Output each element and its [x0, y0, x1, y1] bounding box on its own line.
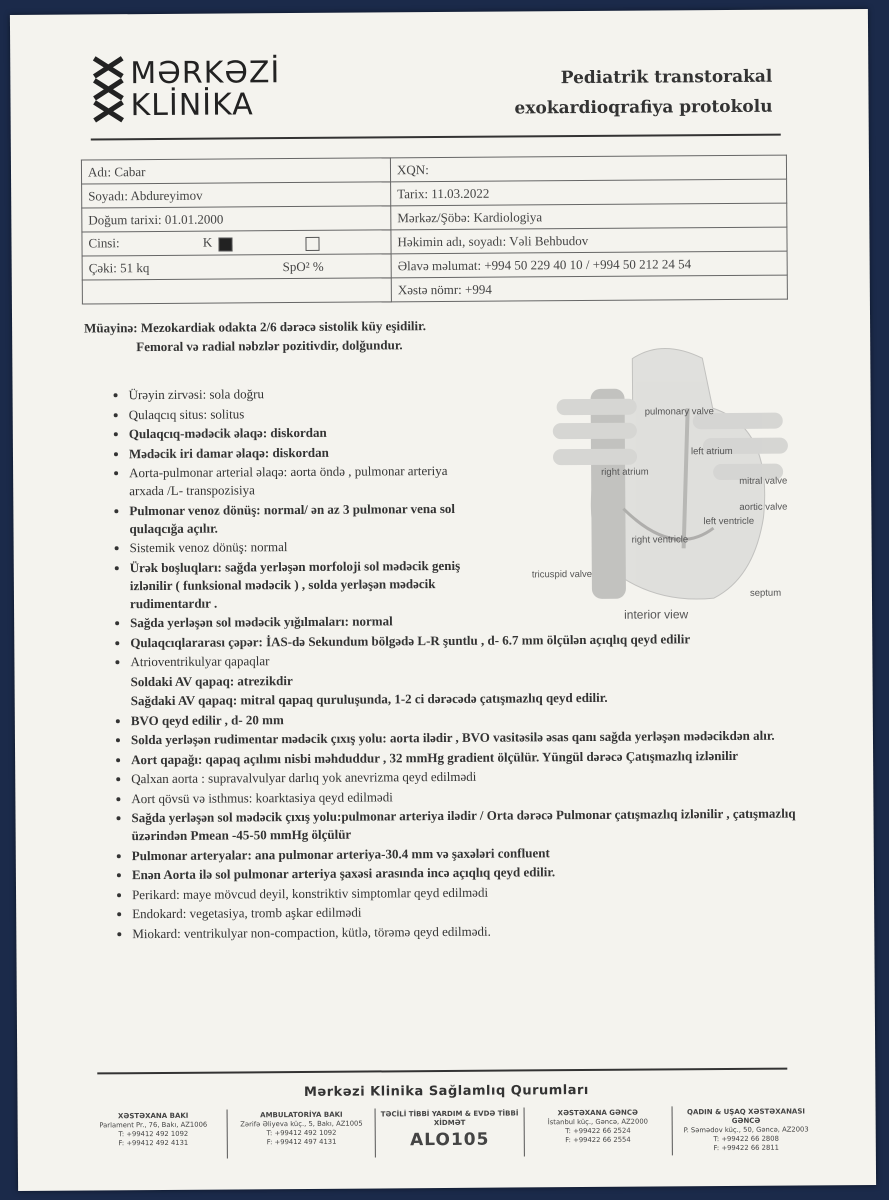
footer-phone: T: +99422 66 2524 — [565, 1126, 631, 1136]
footer-fax: F: +99422 66 2554 — [565, 1135, 631, 1145]
examination-summary — [84, 316, 426, 356]
label-left-ventricle: left ventricle — [703, 515, 755, 528]
gender-k-label: K — [202, 235, 213, 251]
label-pulmonary-valve: pulmonary valve — [644, 406, 714, 418]
header-divider — [91, 134, 781, 141]
xqn-field: XQN: — [390, 155, 786, 182]
footer-heading: AMBULATORİYA BAKI — [260, 1110, 343, 1120]
finding-item: • Perikard: maye mövcud deyil, konstriktiv simptomlar qeyd edilmədi — [132, 881, 852, 904]
label-mitral-valve: mitral valve — [739, 475, 788, 487]
logo-line-2: KLİNİKA — [130, 87, 254, 124]
gender-label: Cinsi: — [88, 235, 120, 251]
finding-item: • Sistemik venoz dönüş: normal — [130, 534, 850, 557]
footer-column — [376, 1107, 525, 1157]
finding-item: • Qalxan aorta : supravalvulyar darlıq yok anevrizma qeyd edilmədi — [131, 765, 851, 788]
finding-item: • Sağda yerləşən sol mədəcik çıxış yolu:pulmonar arteriya ilədir / Orta dərəcə Pulmonar çatışmazlıq izlənilir , çatışmazlıq üzərindən Pmean -45-50 mmHg ölçülür — [131, 804, 851, 845]
label-septum: septum — [749, 587, 782, 599]
label-right-atrium: right atrium — [601, 466, 649, 478]
footer-heading: TƏCİLİ TİBBİ YARDIM & EVDƏ TİBBİ XİDMƏT — [380, 1109, 519, 1128]
finding-item: • Qulaqcıq situs: solitus — [129, 401, 849, 424]
label-right-ventricle: right ventricle — [631, 534, 689, 546]
extra-info: Əlavə məlumat: +994 50 229 40 10 / +994 50 212 24 54 — [391, 251, 787, 278]
footer-column — [672, 1105, 820, 1155]
finding-item: Soldaki AV qapaq: atrezikdir — [130, 672, 293, 689]
footer-fax: F: +99422 66 2811 — [713, 1143, 779, 1153]
exam-line-2: Femoral və radial nəbzlər pozitivdir, dolğundur. — [136, 337, 403, 355]
label-left-atrium: left atrium — [690, 445, 733, 458]
footer-fax: F: +99412 497 4131 — [266, 1137, 337, 1147]
finding-item: • Ürək boşluqları: sağda yerləşən morfoloji sol mədəcik geniş izlənilir ( funksional mədəcik ) , solda yerləşən mədəcik rudimentardır . — [130, 556, 470, 612]
finding-item: • Aort qapağı: qapaq açılımı nisbi məhduddur , 32 mmHg gradient ölçülür. Yüngül dərəcə Çatışmazlıq izlənilir — [131, 746, 851, 769]
finding-item: • Aort qövsü və isthmus: koarktasiya qeyd edilmədi — [131, 785, 851, 808]
footer-addresses — [80, 1105, 820, 1159]
finding-item: • Qulaqcıq-mədəcik əlaqə: diskordan — [129, 420, 849, 443]
finding-item: • Atrioventrikulyar qapaqlar — [130, 648, 850, 671]
finding-item: • Sağda yerləşən sol mədəcik yığılmaları: normal — [130, 609, 850, 632]
department: Mərkəz/Şöbə: Kardiologiya — [391, 203, 787, 230]
weight-row — [82, 254, 391, 280]
patient-number: Xəstə nömr: +994 — [391, 275, 787, 302]
finding-item: • Enən Aorta ilə sol pulmonar arteriya şaxəsi arasında incə açıqlıq qeyd edilir. — [132, 861, 852, 884]
footer-title: Mərkəzi Klinika Sağlamlıq Qurumları — [303, 1082, 589, 1100]
footer-address: P. Səmədov küç., 50, Gəncə, AZ2003 — [683, 1125, 809, 1135]
weight-value: Çəki: 51 kq — [88, 259, 150, 275]
finding-item: • Endokard: vegetasiya, tromb aşkar edilmədi — [132, 900, 852, 923]
clinic-logo — [90, 53, 281, 126]
footer-fax: F: +99412 492 4131 — [118, 1138, 189, 1148]
patient-info-table — [81, 155, 788, 305]
exam-line-1: Müayinə: Mezokardiak odakta 2/6 dərəcə sistolik küy eşidilir. — [84, 318, 426, 336]
heart-diagram — [512, 317, 824, 629]
doctor-name: Həkimin adı, soyadı: Vəli Behbudov — [391, 227, 787, 254]
footer-phone: T: +99412 492 1092 — [118, 1129, 189, 1139]
footer-heading: XƏSTƏXANA BAKI — [117, 1111, 189, 1121]
footer-address: Parlament Pr., 76, Bakı, AZ1006 — [99, 1120, 208, 1130]
footer-address: İstanbul küç., Gəncə, AZ2000 — [547, 1117, 648, 1127]
finding-item: • Ürəyin zirvəsi: sola doğru — [128, 381, 848, 404]
footer-heading: XƏSTƏXANA GƏNCƏ — [557, 1108, 638, 1118]
finding-item: • BVO qeyd edilir , d- 20 mm — [131, 707, 851, 730]
diagram-caption: interior view — [624, 607, 689, 622]
protocol-title-line-1: Pediatrik transtorakal — [560, 66, 773, 89]
footer-column — [80, 1110, 229, 1160]
patient-surname: Soyadı: Abdureyimov — [82, 182, 391, 208]
finding-item: • Miokard: ventrikulyar non-compaction, kütlə, törəmə qeyd edilmədi. — [132, 920, 852, 943]
finding-item: • Mədəcik iri damar əlaqə: diskordan — [129, 440, 849, 463]
finding-item: • Aorta-pulmonar arterial əlaqə: aorta öndə , pulmonar arteriya arxada /L- transpozisiya — [129, 462, 469, 500]
finding-item: • Pulmonar venoz dönüş: normal/ ən az 3 pulmonar vena sol qulaqcığa açılır. — [129, 499, 469, 537]
finding-item: • Solda yerləşən rudimentar mədəcik çıxış yolu: aorta ilədir , BVO vasitəsilə əsas qanı sağda yerləşən mədəcikdən alır. — [131, 726, 851, 749]
footer-phone: T: +99412 492 1092 — [266, 1128, 337, 1138]
footer-emergency-number: ALO105 — [410, 1129, 490, 1151]
finding-item: • Pulmonar arteryalar: ana pulmonar arteriya-30.4 mm və şaxələri confluent — [132, 842, 852, 865]
gender-k-checkbox — [218, 237, 232, 251]
exam-date: Tarix: 11.03.2022 — [391, 179, 787, 206]
protocol-title-line-2: exokardioqrafiya protokolu — [514, 96, 773, 119]
protocol-title — [514, 62, 772, 124]
finding-item: Sağdaki AV qapaq: mitral qapaq quruluşunda, 1-2 ci dərəcədə çatışmazlıq qeyd edilir. — [130, 689, 608, 709]
spo2-label: SpO² % — [282, 258, 324, 274]
label-aortic-valve: aortic valve — [739, 501, 788, 513]
footer-phone: T: +99422 66 2808 — [713, 1134, 779, 1144]
label-tricuspid-valve: tricuspid valve — [531, 568, 593, 581]
logo-line-1: MƏRKƏZİ — [130, 55, 281, 92]
protocol-sheet — [10, 9, 876, 1191]
finding-item: • Qulaqcıqlararası çəpər: İAS-də Sekundum bölgədə L-R şuntlu , d- 6.7 mm ölçülən açıqlıq qeyd edilir — [130, 629, 850, 652]
patient-name: Adı: Cabar — [81, 158, 390, 184]
empty-cell — [82, 278, 391, 304]
footer-divider — [97, 1068, 787, 1075]
footer-address: Zərifə Əliyeva küç., 5, Bakı, AZ1005 — [240, 1119, 363, 1129]
footer-column — [228, 1108, 377, 1158]
dna-logo-icon — [90, 54, 127, 126]
gender-row — [82, 230, 391, 256]
gender-other-checkbox — [305, 236, 319, 250]
footer-heading: QADIN & UŞAQ XƏSTƏXANASI GƏNCƏ — [686, 1107, 806, 1125]
footer-column — [524, 1106, 673, 1156]
birth-date: Doğum tarixi: 01.01.2000 — [82, 206, 391, 232]
